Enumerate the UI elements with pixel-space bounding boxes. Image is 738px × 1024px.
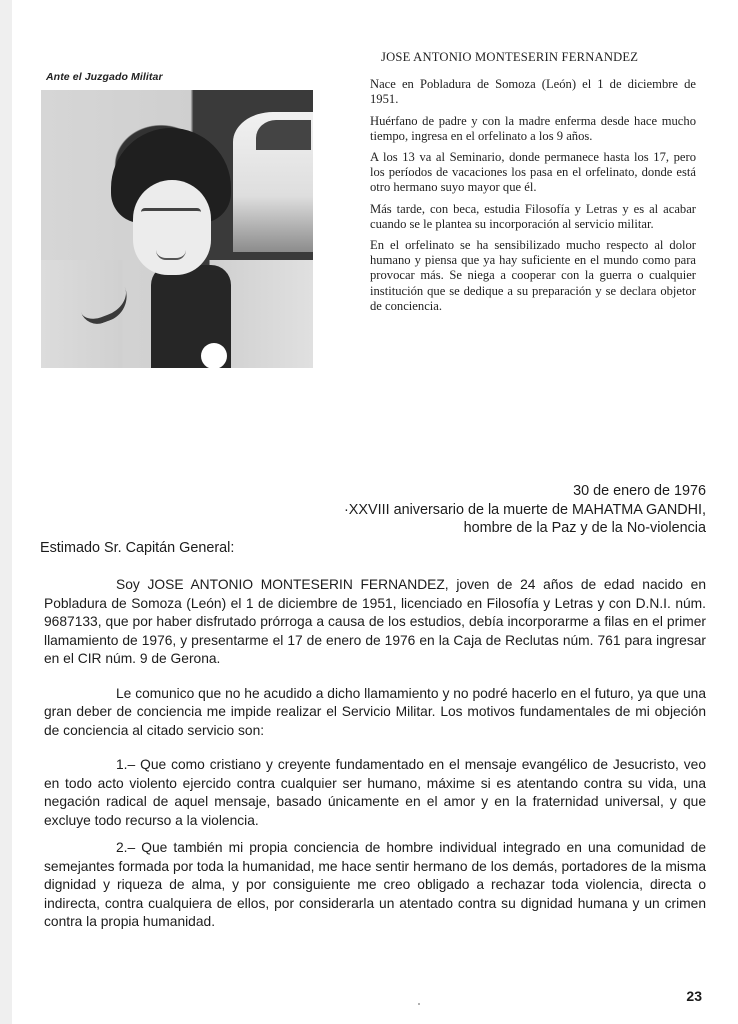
scan-speck	[418, 1003, 420, 1005]
bio-paragraph: En el orfelinato se ha sensibilizado mucho respecto al dolor humano y piensa que ya hay suficiente en el mundo como para provocar más. Se niega a cooperar con la guerra o cualquier institución que se dedique a su preparación y se declara objetor de conciencia.	[370, 238, 696, 313]
photo-eyes	[141, 208, 201, 219]
biography-title: JOSE ANTONIO MONTESERIN FERNANDEZ	[381, 50, 639, 64]
photo-car-window	[256, 120, 311, 150]
letter-anniversary: ·XXVIII aniversario de la muerte de MAHATMA GANDHI,	[343, 501, 706, 518]
page-margin-strip	[0, 0, 12, 1024]
bio-paragraph: Huérfano de padre y con la madre enferma desde hace mucho tiempo, ingresa en el orfelinato a los 9 años.	[370, 113, 696, 143]
letter-paragraph: Soy JOSE ANTONIO MONTESERIN FERNANDEZ, joven de 24 años de edad nacido en Pobladura de Somoza (León) el 1 de diciembre de 1951, licenciado en Filosofía y Letras y con D.N.I. núm. 9687133, que por haber disfrutado prórroga a causa de los estudios, debía incorporarme a filas en el primer llamamiento de 1976, y presentarme el 17 de enero de 1976 en la Caja de Reclutas núm. 761 para ingresar en el CIR núm. 9 de Gerona.	[44, 577, 706, 666]
letter-paragraph: 1.– Que como cristiano y creyente fundamentado en el mensaje evangélico de Jesucristo, veo en todo acto violento ejercido contra cualquier ser humano, máxime si es atentando contra su vida, una negación radical de aquel mensaje, basado únicamente en el amor y en la fraternidad universal, y que excluye todo recurso a la violencia.	[44, 757, 706, 828]
page-number: 23	[686, 988, 702, 1004]
photo-face	[133, 180, 211, 275]
letter-paragraph: 2.– Que también mi propia conciencia de hombre individual integrado en una comunidad de semejantes formada por toda la humanidad, me hace sentir hermano de los demás, portadores de la misma dignidad y riqueza de alma, y por consiguiente me creo obligado a rechazar toda violencia, directa o indirecta, contra cualquiera de ellos, por considerarla un atentado contra su dignidad humana y un crimen contra la propia humanidad.	[44, 840, 706, 929]
letter-dateline	[344, 482, 706, 538]
letter-body	[44, 576, 706, 948]
bio-paragraph: Nace en Pobladura de Somoza (León) el 1 de diciembre de 1951.	[370, 77, 696, 107]
letter-dedication: hombre de la Paz y de la No-violencia	[463, 520, 706, 536]
photo-pin-badge	[201, 343, 227, 368]
photo-caption: Ante el Juzgado Militar	[46, 71, 163, 83]
biography-column	[370, 50, 696, 320]
portrait-photo	[41, 90, 313, 368]
bio-paragraph: Más tarde, con beca, estudia Filosofía y Letras y es al acabar cuando se le plantea su incorporación al servicio militar.	[370, 201, 696, 231]
bio-paragraph: A los 13 va al Seminario, donde permanece hasta los 17, pero los períodos de vacaciones los pasa en el orfelinato, donde está otro hermano suyo mayor que él.	[370, 150, 696, 195]
letter-salutation: Estimado Sr. Capitán General:	[40, 540, 235, 556]
letter-date: 30 de enero de 1976	[573, 483, 706, 499]
letter-paragraph: Le comunico que no he acudido a dicho llamamiento y no podré hacerlo en el futuro, ya que una gran deber de conciencia me impide realizar el Servicio Militar. Los motivos fundamentales de mi objeción de conciencia al citado servicio son:	[44, 685, 706, 738]
